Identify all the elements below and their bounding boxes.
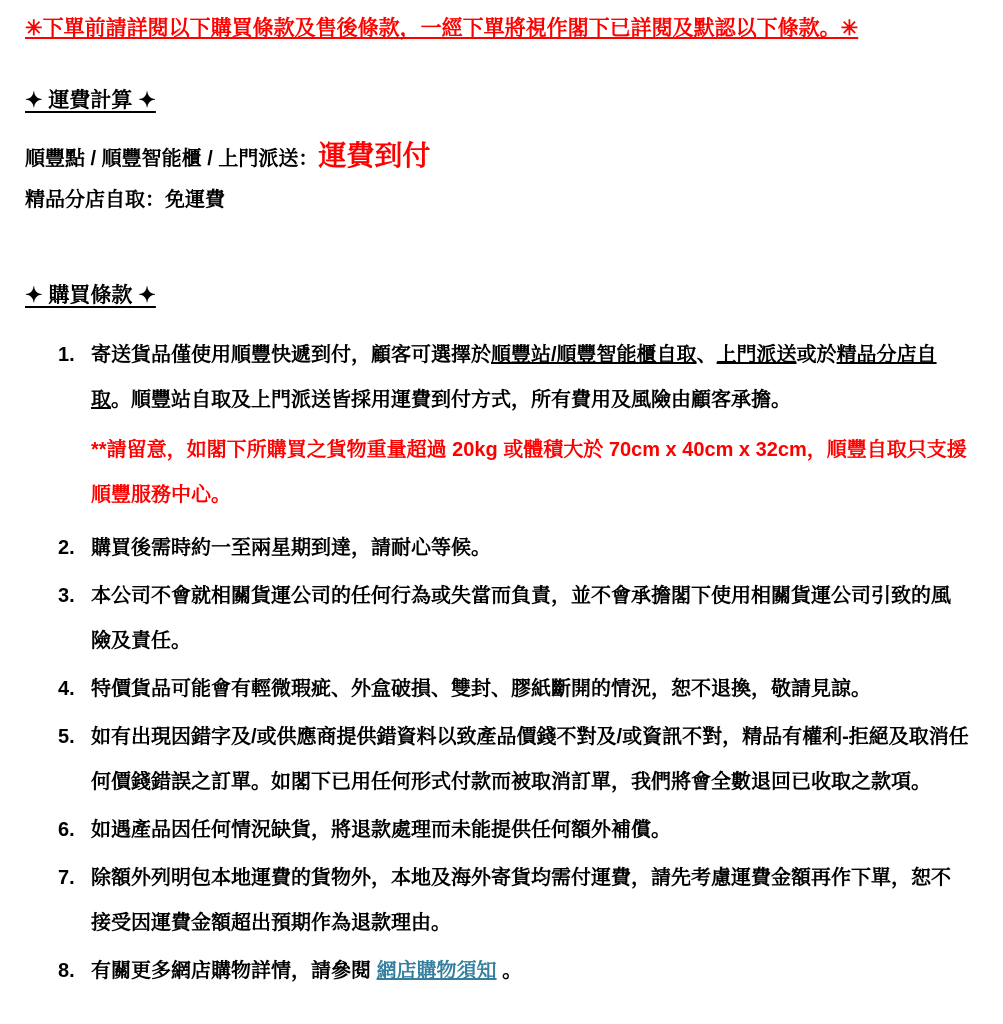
term-8-suffix: 。 (496, 960, 523, 982)
term-item-1-text (91, 333, 969, 423)
term-item-3-text: 本公司不會就相關貨運公司的任何行為或失當而負責，並不會承擔閣下使用相關貨運公司引致的風險及責任。 (91, 585, 951, 652)
item-number: 4. (58, 678, 75, 700)
item-number: 3. (58, 585, 75, 607)
term-item-5 (58, 715, 978, 805)
shipping-fee-heading (25, 88, 978, 114)
item-number: 5. (58, 726, 75, 748)
term-item-4 (58, 667, 978, 712)
item-number: 7. (58, 867, 75, 889)
term-1-seg-door-delivery: 上門派送 (716, 344, 797, 366)
online-store-guide-link[interactable]: 網店購物須知 (376, 960, 497, 982)
term-item-1-content (91, 333, 969, 523)
terms-list (25, 333, 978, 994)
sf-delivery-methods-label: 順豐點 / 順豐智能櫃 / 上門派送： (25, 148, 319, 170)
sf-delivery-methods-line (25, 136, 978, 179)
term-item-2-text: 購買後需時約一至兩星期到達，請耐心等候。 (91, 537, 491, 559)
term-item-2 (58, 526, 978, 571)
item-number: 1. (58, 344, 75, 366)
term-item-4-text: 特價貨品可能會有輕微瑕疵、外盒破損、雙封、膠紙斷開的情況，恕不退換，敬請見諒。 (91, 678, 871, 700)
term-1-seg-sf-station: 順豐站/順豐智能櫃自取 (491, 344, 697, 366)
store-pickup-line: 精品分店自取：免運費 (25, 189, 225, 211)
term-item-6-text: 如遇產品因任何情況缺貨，將退款處理而未能提供任何額外補償。 (91, 819, 671, 841)
term-1-seg-store-pickup: 精品分店自取 (91, 344, 937, 411)
item-number: 6. (58, 819, 75, 841)
term-8-prefix: 有關更多網店購物詳情，請參閱 (91, 960, 377, 982)
pre-order-notice: ✳下單前請詳閱以下購買條款及售後條款，一經下單將視作閣下已詳閱及默認以下條款。✳ (25, 17, 859, 40)
weight-size-warning-note: **請留意，如閣下所購買之貨物重量超過 20kg 或體積大於 70cm x 40cm x 32cm，順豐自取只支援順豐服務中心。 (91, 439, 967, 506)
term-1-seg-1: 寄送貨品僅使用順豐快遞到付，顧客可選擇於 (91, 344, 491, 366)
term-item-8-content (91, 949, 969, 994)
term-1-seg-7: 。順豐站自取及上門派送皆採用運費到付方式，所有費用及風險由顧客承擔。 (111, 389, 791, 411)
term-item-7 (58, 856, 978, 946)
freight-collect-value: 運費到付 (318, 140, 431, 171)
item-number: 2. (58, 537, 75, 559)
purchase-terms-heading-text: ✦ 購買條款 ✦ (25, 284, 156, 307)
term-item-5-text: 如有出現因錯字及/或供應商提供錯資料以致產品價錢不對及/或資訊不對，精品有權利-拒絕及取消任何價錢錯誤之訂單。如閣下已用任何形式付款而被取消訂單，我們將會全數退回已收取之款項。 (91, 726, 969, 793)
item-number: 8. (58, 960, 75, 982)
shipping-fee-heading-text: ✦ 運費計算 ✦ (25, 89, 156, 112)
term-item-6 (58, 808, 978, 853)
term-item-7-text: 除額外列明包本地運費的貨物外，本地及海外寄貨均需付運費，請先考慮運費金額再作下單，恕不接受因運費金額超出預期作為退款理由。 (91, 867, 951, 934)
purchase-terms-heading (25, 283, 978, 309)
term-item-8 (58, 949, 978, 994)
term-1-seg-3: 、 (696, 344, 717, 366)
term-1-seg-5: 或於 (796, 344, 837, 366)
term-item-3 (58, 574, 978, 664)
term-item-1 (58, 333, 978, 523)
